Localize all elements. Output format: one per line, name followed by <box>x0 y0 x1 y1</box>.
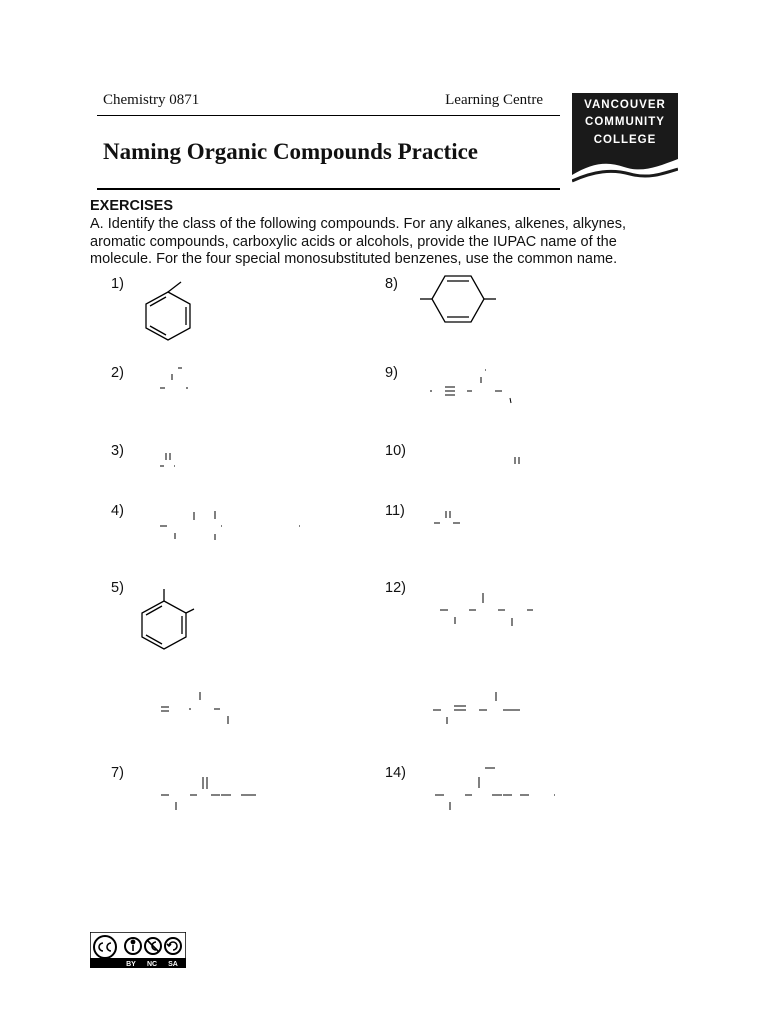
molecule-1-structure <box>135 278 205 348</box>
molecule-6-structure <box>155 688 235 728</box>
cc-by-label: BY <box>126 961 136 968</box>
question-number: 14) <box>385 765 406 781</box>
question-number: 10) <box>385 443 406 459</box>
question-number: 5) <box>111 580 124 596</box>
molecule-14-structure <box>430 760 560 815</box>
learning-centre-label: Learning Centre <box>445 92 543 108</box>
question-number: 7) <box>111 765 124 781</box>
vcc-logo <box>572 93 678 186</box>
cc-sa-label: SA <box>168 961 178 968</box>
logo-wave-icon <box>572 93 678 186</box>
question-number: 9) <box>385 365 398 381</box>
molecule-9-structure <box>425 365 520 405</box>
header-rule <box>97 115 560 116</box>
question-number: 1) <box>111 276 124 292</box>
molecule-3-structure <box>155 450 185 472</box>
molecule-2-structure <box>155 362 195 394</box>
logo-line-2: COMMUNITY <box>585 116 665 128</box>
question-number: 11) <box>385 503 405 519</box>
logo-line-1: VANCOUVER <box>584 99 666 111</box>
molecule-8-structure <box>418 273 498 325</box>
page-title: Naming Organic Compounds Practice <box>103 139 479 164</box>
question-number: 3) <box>111 443 124 459</box>
exercises-heading: EXERCISES <box>90 198 173 214</box>
logo-line-3: COLLEGE <box>593 134 657 146</box>
molecule-5-structure <box>135 585 200 655</box>
molecule-12-structure <box>435 588 540 633</box>
question-number: 12) <box>385 580 406 596</box>
cc-nc-label: NC <box>146 961 158 968</box>
course-name: Chemistry 0871 <box>103 92 200 108</box>
molecule-13-structure <box>430 688 525 728</box>
molecule-4-structure <box>155 505 305 545</box>
title-rule <box>97 188 560 190</box>
instructions-text: A. Identify the class of the following compounds. For any alkanes, alkenes, alkynes, aromatic compounds, carboxylic acids or alcohols, provide the IUPAC name of the molecule. For the four special monosubstituted benzenes, use the common name. <box>90 216 626 267</box>
question-number: 4) <box>111 503 124 519</box>
question-number: 8) <box>385 276 398 292</box>
creative-commons-license-icon <box>90 932 186 968</box>
question-number: 2) <box>111 365 124 381</box>
molecule-7-structure <box>155 770 265 815</box>
molecule-10-structure <box>510 455 526 467</box>
molecule-11-structure <box>430 508 465 530</box>
